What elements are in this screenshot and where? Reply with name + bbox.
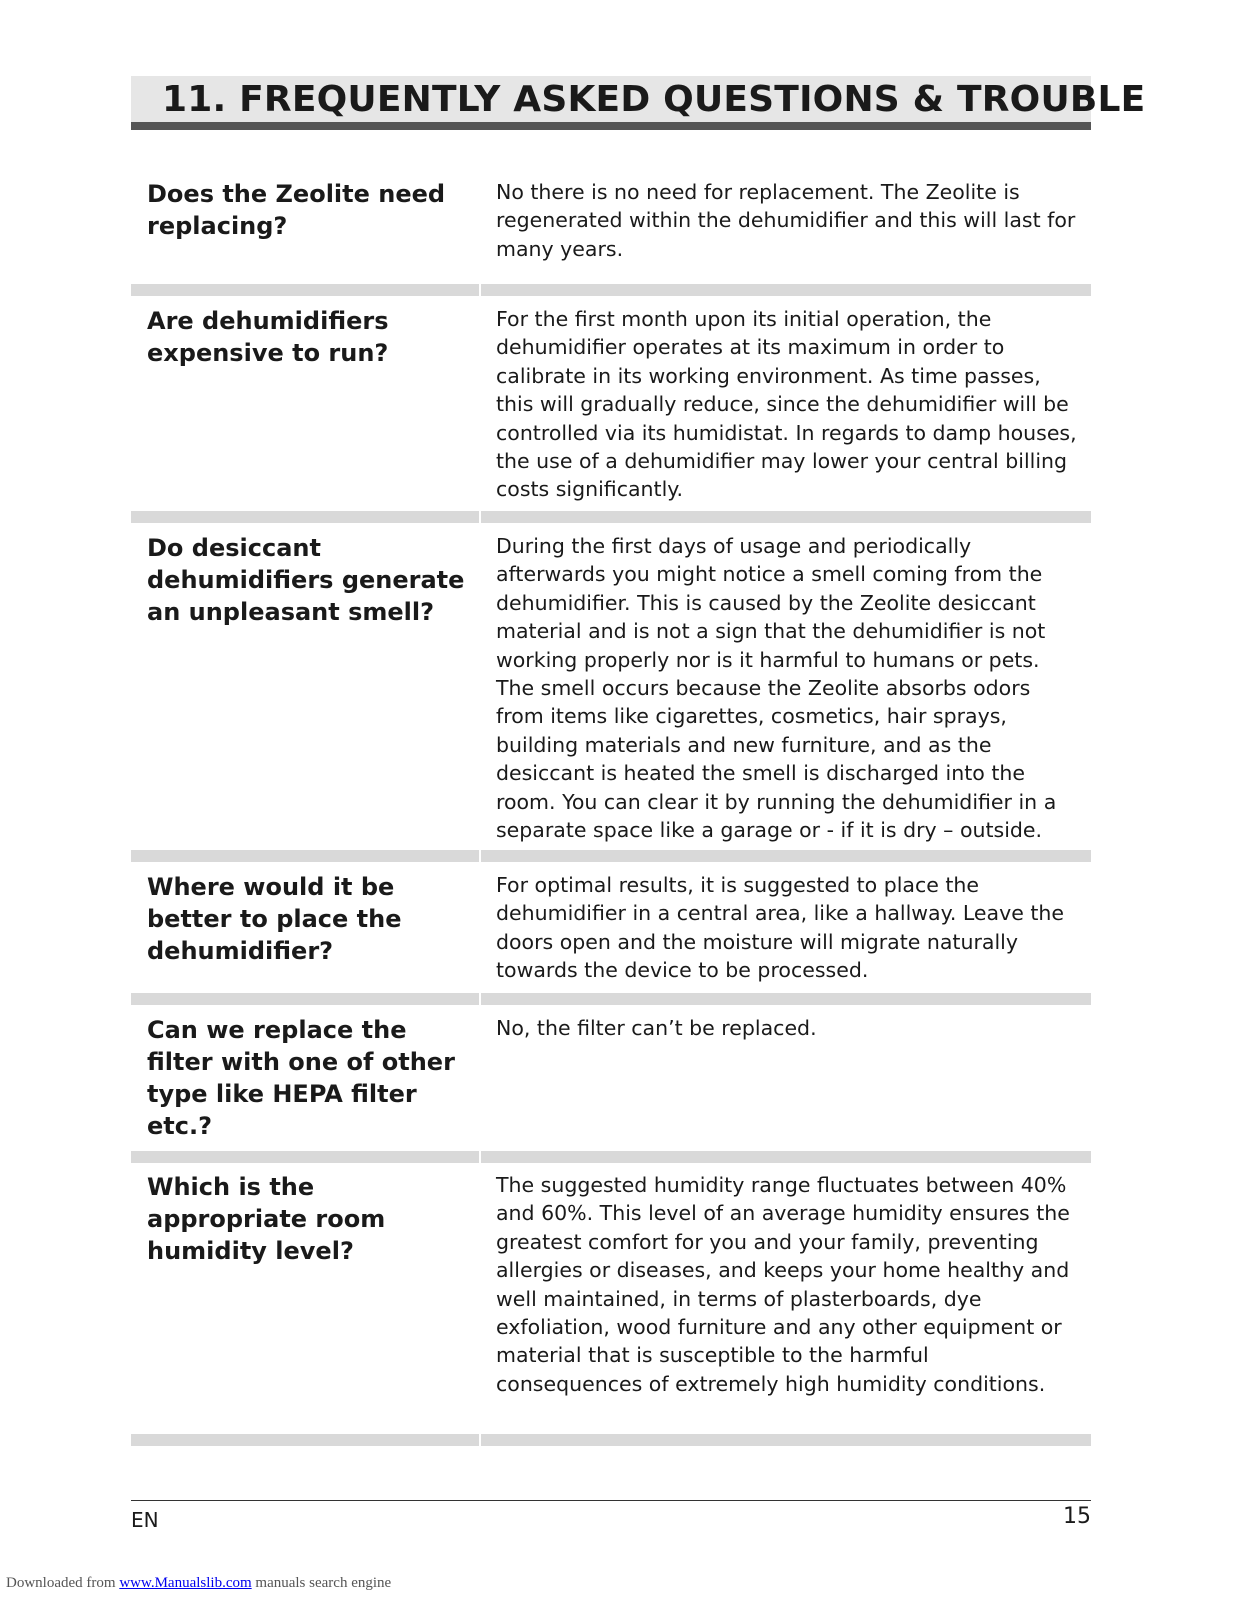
row-divider: [131, 511, 1091, 523]
row-divider: [131, 284, 1091, 296]
faq-question: Can we replace the filter with one of other type like HEPA filter etc.?: [147, 1016, 455, 1140]
faq-question: Are dehumidifiers expensive to run?: [147, 307, 389, 367]
faq-answer: For optimal results, it is suggested to place the dehumidifier in a central area, like a hallway. Leave the doors open and the moisture will migrate naturally towards the device to be processed.: [496, 873, 1064, 983]
faq-question: Where would it be better to place the dehumidifier?: [147, 873, 402, 965]
row-divider: [131, 1151, 1091, 1163]
faq-question: Which is the appropriate room humidity level?: [147, 1173, 386, 1265]
row-divider: [131, 993, 1091, 1005]
faq-answer: No there is no need for replacement. The Zeolite is regenerated within the dehumidifier and this will last for many years.: [496, 180, 1076, 261]
download-prefix: Downloaded from: [6, 1575, 120, 1591]
faq-question: Do desiccant dehumidifiers generate an unpleasant smell?: [147, 534, 465, 626]
download-suffix: manuals search engine: [251, 1575, 392, 1591]
page-title: 11. FREQUENTLY ASKED QUESTIONS & TROUBLE: [162, 79, 1146, 120]
faq-answer: For the first month upon its initial operation, the dehumidifier operates at its maximum in order to calibrate in its working environment. As time passes, this will gradually reduce, since the dehumidifier will be controlled via its humidistat. In regards to damp houses, the use of a dehumidifier may lower your central billing costs significantly.: [496, 307, 1077, 502]
faq-question: Does the Zeolite need replacing?: [147, 180, 446, 240]
faq-answer: The suggested humidity range fluctuates between 40% and 60%. This level of an average humidity ensures the greatest comfort for you and your family, preventing allergies or diseases, and keeps your home healthy and well maintained, in terms of plasterboards, dye exfoliation, wood furniture and any other equipment or material that is susceptible to the harmful consequences of extremely high humidity conditions.: [496, 1173, 1070, 1396]
language-code: EN: [131, 1508, 159, 1532]
page-number: 15: [1063, 1504, 1091, 1529]
row-divider: [131, 1434, 1091, 1446]
manualslib-link[interactable]: www.Manualslib.com: [119, 1575, 252, 1591]
row-divider: [131, 850, 1091, 862]
faq-answer: During the first days of usage and periodically afterwards you might notice a smell coming from the dehumidifier. This is caused by the Zeolite desiccant material and is not a sign that the dehumidifier is not working properly nor is it harmful to humans or pets. The smell occurs because the Zeolite absorbs odors from items like cigarettes, cosmetics, hair sprays, building materials and new furniture, and as the desiccant is heated the smell is discharged into the room. You can clear it by running the dehumidifier in a separate space like a garage or - if it is dry – outside.: [496, 534, 1057, 843]
header-rule: [131, 122, 1091, 130]
footer-rule: [131, 1500, 1091, 1501]
download-notice: [6, 1575, 391, 1592]
faq-answer: No, the filter can’t be replaced.: [496, 1016, 817, 1040]
